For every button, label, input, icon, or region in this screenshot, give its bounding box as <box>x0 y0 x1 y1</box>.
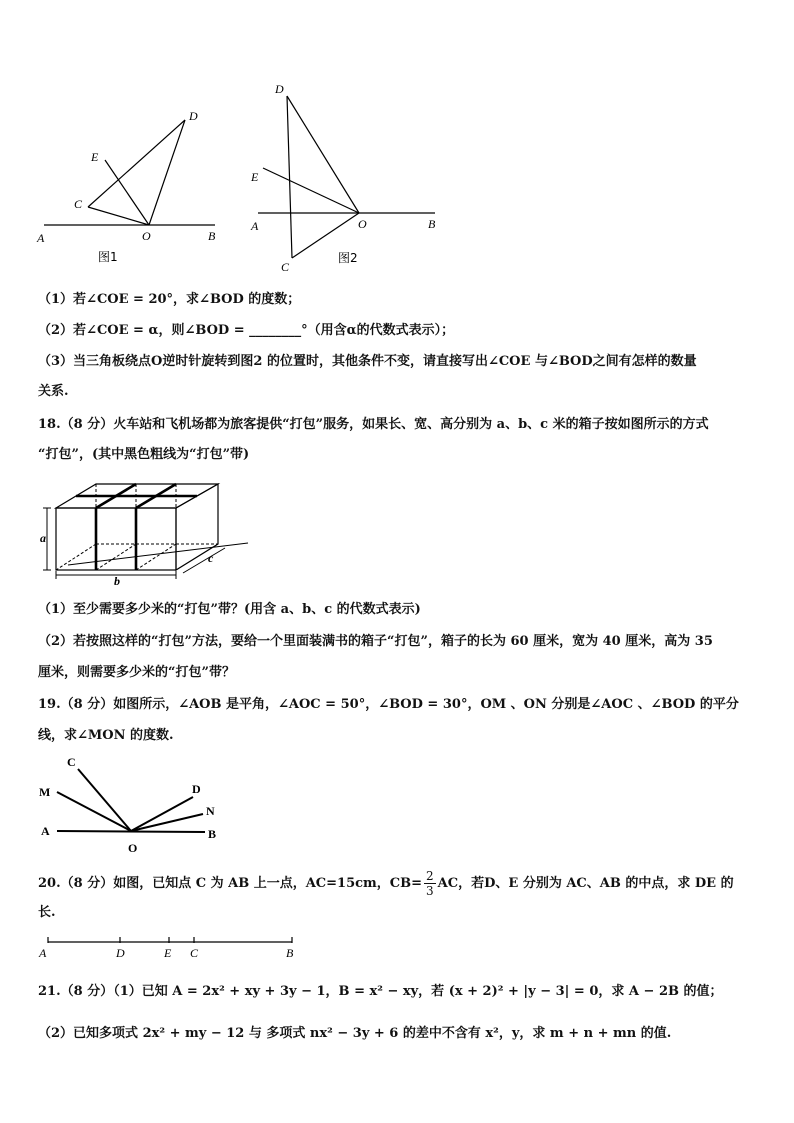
dim-a-label: a <box>40 531 46 545</box>
q20-fraction-denominator: 3 <box>426 884 434 898</box>
fig2-caption: 图2 <box>338 251 358 265</box>
q19-label-n: N <box>206 804 215 818</box>
q20-text-after-fraction: AC，若D、E 分别为 AC、AB 的中点，求 DE 的 <box>437 875 734 891</box>
q19-label-c: C <box>67 755 76 769</box>
q20-segment-figure <box>36 930 306 962</box>
q20-fraction <box>424 869 436 898</box>
box-hidden-edge-3 <box>56 544 96 570</box>
q18-box-figure <box>38 478 253 588</box>
fig1-caption: 图1 <box>98 250 118 264</box>
fig2-label-c: C <box>281 260 290 274</box>
q17-part3-line2: 关系. <box>38 384 69 399</box>
figure-2 <box>240 78 450 278</box>
q18-stem-line2: “打包”，(其中黑色粗线为“打包”带) <box>38 447 250 462</box>
dim-b-label: b <box>114 574 120 588</box>
q21-part1: 21.（8 分）（1）已知 A = 2x² + xy + 3y − 1，B = x² − xy，若 (x + 2)² + |y − 3| = 0，求 A − 2B 的值； <box>38 984 723 999</box>
fig1-label-d: D <box>189 109 198 123</box>
fig1-ray-oc <box>88 207 149 225</box>
q20-label-a: A <box>39 946 47 960</box>
q17-part2: （2）若∠COE = α，则∠BOD = ________°（用含α的代数式表示）； <box>38 323 455 338</box>
q20-label-b: B <box>286 946 294 960</box>
fig2-label-e: E <box>251 170 259 184</box>
q20-text-before-fraction: 20.（8 分）如图，已知点 C 为 AB 上一点，AC=15cm，CB= <box>38 875 423 891</box>
q19-figure <box>35 752 225 857</box>
fig1-label-b: B <box>208 229 216 243</box>
q18-stem-line1: 18.（8 分）火车站和飞机场都为旅客提供“打包”服务，如果长、宽、高分别为 a、b、c 米的箱子按如图所示的方式 <box>38 417 709 432</box>
q19-ray-om <box>57 792 131 831</box>
dim-c-label: c <box>208 551 214 565</box>
box-front-face <box>56 508 176 570</box>
q19-label-o: O <box>128 841 138 855</box>
fig1-label-c: C <box>74 197 83 211</box>
q19-ray-od <box>131 797 193 831</box>
q21-part2: （2）已知多项式 2x² + my − 12 与 多项式 nx² − 3y + 6 的差中不含有 x²，y，求 m + n + mn 的值. <box>38 1026 672 1041</box>
fig2-ray-od <box>287 96 359 213</box>
q19-label-a: A <box>41 824 50 838</box>
q20-stem-line2: 长. <box>38 905 56 920</box>
q18-part1: （1）至少需要多少米的“打包”带？(用含 a、b、c 的代数式表示) <box>38 602 421 617</box>
q19-label-m: M <box>39 785 51 799</box>
q19-label-b: B <box>208 827 217 841</box>
q19-ray-oc <box>78 769 131 831</box>
q19-stem-line2: 线，求∠MON 的度数. <box>38 728 174 743</box>
q19-stem-line1: 19.（8 分）如图所示，∠AOB 是平角，∠AOC = 50°，∠BOD = 30°，OM 、ON 分别是∠AOC 、∠BOD 的平分 <box>38 697 739 712</box>
strap-bottom-2 <box>136 544 176 570</box>
q20-label-d: D <box>116 946 125 960</box>
q20-stem-line1 <box>38 869 734 898</box>
q17-part3-line1: （3）当三角板绕点O逆时针旋转到图2 的位置时，其他条件不变，请直接写出∠COE 与∠BOD之间有怎样的数量 <box>38 354 697 369</box>
fig2-label-o: O <box>358 217 367 231</box>
fig1-label-e: E <box>91 150 99 164</box>
q17-part1: （1）若∠COE = 20°，求∠BOD 的度数； <box>38 292 301 307</box>
q20-label-c: C <box>190 946 199 960</box>
fig2-label-b: B <box>428 217 436 231</box>
figure-1 <box>30 95 230 265</box>
q19-ray-on <box>131 814 203 831</box>
fig2-label-d: D <box>275 82 284 96</box>
fig2-side-dc <box>287 96 292 258</box>
fig1-label-o: O <box>142 229 151 243</box>
dim-c-line <box>183 548 225 573</box>
q20-label-e: E <box>164 946 172 960</box>
q19-line-ab <box>57 831 205 832</box>
q18-part2-line2: 厘米，则需要多少米的“打包”带？ <box>38 665 235 680</box>
q19-label-d: D <box>192 782 201 796</box>
fig1-ray-oe <box>105 160 149 225</box>
q20-fraction-numerator: 2 <box>426 869 434 883</box>
fig2-label-a: A <box>251 219 259 233</box>
q18-part2-line1: （2）若按照这样的“打包”方法，要给一个里面装满书的箱子“打包”，箱子的长为 60 厘米，宽为 40 厘米，高为 35 <box>38 634 713 649</box>
fig1-label-a: A <box>37 231 45 245</box>
